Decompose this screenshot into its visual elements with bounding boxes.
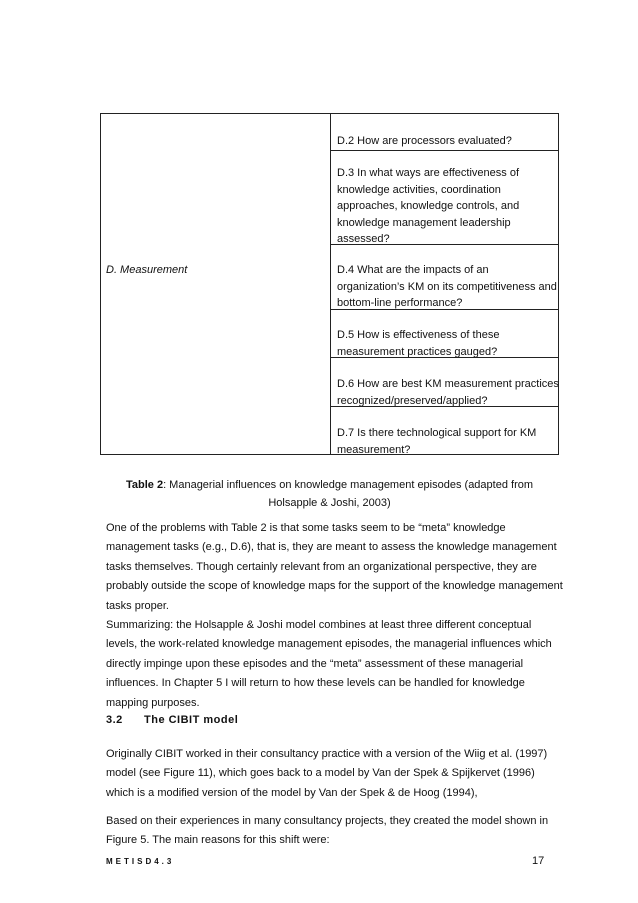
table-row-line — [330, 406, 558, 407]
text-line: Summarizing: the Holsapple & Joshi model combines at least three different conceptual — [106, 619, 532, 631]
text-line: which is a modified version of the model by Van der Spek & de Hoog (1994), — [106, 786, 478, 799]
table-cell-d7: D.7 Is there technological support for KM measurement? — [337, 427, 537, 456]
paragraph-4 — [106, 812, 561, 851]
page-number: 17 — [532, 855, 545, 867]
paragraph-3 — [106, 745, 561, 803]
text-line: directly impinge upon these episodes and the “meta” assessment of these managerial — [106, 657, 524, 670]
table-cell-d6: D.6 How are best KM measurement practices recognized/preserved/applied? — [337, 378, 559, 407]
paragraph-2 — [106, 616, 561, 713]
table-row-line — [330, 309, 558, 310]
table-cell-d3: D.3 In what ways are effectiveness of knowledge activities, coordination approaches, knowledge controls, and knowledge management leadership assessed? — [337, 167, 520, 245]
table-column-divider — [330, 114, 331, 454]
footer-document-id: METISD4.3 — [106, 857, 175, 866]
measurement-table — [100, 113, 559, 455]
caption-line-2: Holsapple & Joshi, 2003) — [268, 497, 391, 509]
text-line: model (see Figure 11), which goes back to a model by Van der Spek & Spijkervet (1996) — [106, 767, 535, 780]
table-cell-d5: D.5 How is effectiveness of these measurement practices gauged? — [337, 329, 500, 358]
table-row-line — [330, 357, 558, 358]
caption-line-1 — [100, 476, 559, 494]
text-line: tasks proper. — [106, 599, 169, 612]
paragraph-1 — [106, 519, 561, 616]
table-cell-d4: D.4 What are the impacts of an organization’s KM on its competitiveness and bottom-line performance? — [337, 264, 557, 309]
caption-label: Table 2 — [125, 479, 164, 491]
text-line: Figure 5. The main reasons for this shift were: — [106, 834, 330, 847]
text-line: mapping purposes. — [106, 696, 200, 709]
text-line: levels, the work-related knowledge management episodes, the managerial influences which — [106, 638, 552, 651]
table-cell-d2: D.2 How are processors evaluated? — [337, 135, 512, 147]
text-line: management tasks (e.g., D.6), that is, they are meant to assess the knowledge management — [106, 541, 557, 554]
table-row-line — [330, 244, 558, 245]
text-line: influences. In Chapter 5 I will return to how these levels can be handled for knowledge — [106, 677, 525, 690]
text-line: Based on their experiences in many consultancy projects, they created the model shown in — [106, 815, 549, 827]
section-title: The CIBIT model — [144, 714, 239, 726]
caption-text: : Managerial influences on knowledge management episodes (adapted from — [163, 479, 534, 491]
text-line: One of the problems with Table 2 is that some tasks seem to be “meta” knowledge — [106, 522, 506, 534]
text-line: Originally CIBIT worked in their consultancy practice with a version of the Wiig et al. (1997) — [106, 748, 548, 760]
table-category-label: D. Measurement — [106, 264, 188, 276]
section-number: 3.2 — [106, 714, 123, 726]
section-heading — [106, 714, 238, 726]
text-line: tasks themselves. Though certainly relevant from an organizational perspective, they are — [106, 560, 537, 573]
table-caption — [100, 476, 559, 512]
table-row-line — [330, 150, 558, 151]
text-line: probably outside the scope of knowledge maps for the support of the knowledge management — [106, 580, 563, 593]
